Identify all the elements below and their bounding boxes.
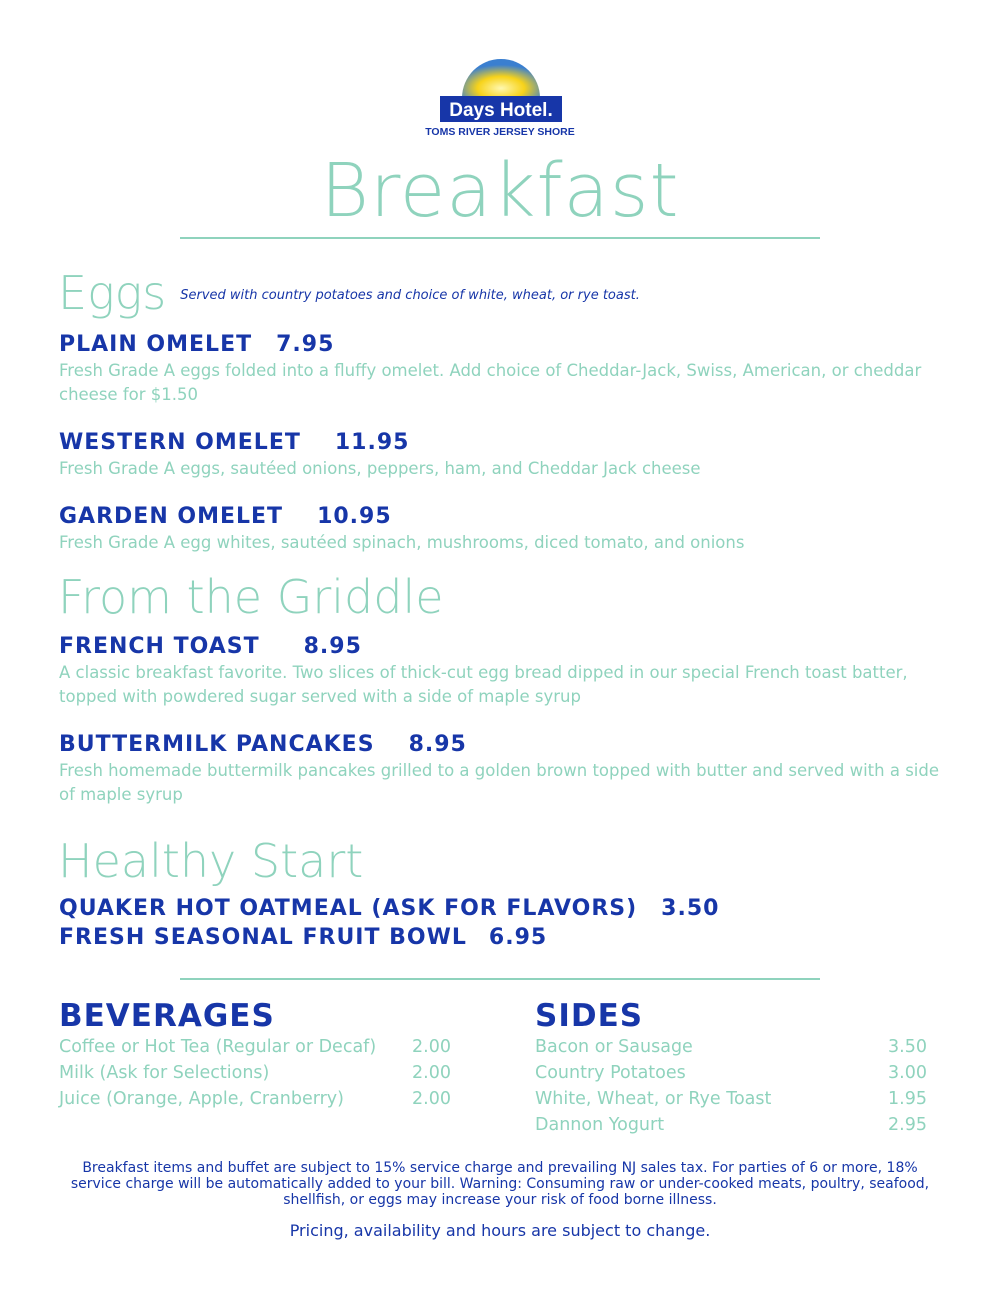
list-item — [535, 1086, 927, 1112]
item-price: 2.95 — [888, 1115, 927, 1135]
item-name: FRESH SEASONAL FRUIT BOWL — [59, 925, 467, 950]
menu-item — [59, 332, 939, 407]
divider — [180, 237, 820, 239]
list-item — [59, 1086, 451, 1112]
item-description: Fresh Grade A egg whites, sautéed spinach, mushrooms, diced tomato, and onions — [59, 533, 745, 552]
item-price: 10.95 — [317, 504, 392, 529]
item-name: BUTTERMILK PANCAKES — [59, 732, 375, 757]
item-name: White, Wheat, or Rye Toast — [535, 1089, 772, 1109]
item-price: 8.95 — [408, 732, 467, 757]
item-name: PLAIN OMELET — [59, 332, 253, 357]
item-price: 8.95 — [303, 634, 362, 659]
item-price: 1.95 — [888, 1089, 927, 1109]
item-name: Bacon or Sausage — [535, 1037, 693, 1057]
section-note: Served with country potatoes and choice of white, wheat, or rye toast. — [180, 288, 640, 303]
menu-item — [59, 925, 939, 950]
item-price: 2.00 — [412, 1089, 451, 1109]
beverages-section — [59, 998, 451, 1112]
page-title: Breakfast — [320, 148, 680, 234]
list-item — [535, 1112, 927, 1138]
section-heading-healthy: Healthy Start — [58, 834, 364, 888]
section-heading-griddle: From the Griddle — [58, 570, 444, 624]
list-item — [59, 1060, 451, 1086]
item-price: 7.95 — [276, 332, 335, 357]
item-name: FRENCH TOAST — [59, 634, 260, 659]
menu-item — [59, 430, 939, 481]
item-price: 3.50 — [661, 896, 720, 921]
menu-item — [59, 504, 939, 555]
section-heading: SIDES — [535, 998, 644, 1034]
item-description: Fresh Grade A eggs, sautéed onions, peppers, ham, and Cheddar Jack cheese — [59, 459, 701, 478]
section-eggs — [58, 266, 640, 320]
item-name: Dannon Yogurt — [535, 1115, 665, 1135]
item-price: 3.00 — [888, 1063, 927, 1083]
menu-item — [59, 896, 939, 921]
item-name: Coffee or Hot Tea (Regular or Decaf) — [59, 1037, 377, 1057]
item-price: 2.00 — [412, 1037, 451, 1057]
item-name: Country Potatoes — [535, 1063, 686, 1083]
list-item — [535, 1060, 927, 1086]
disclaimer: Breakfast items and buffet are subject to 15% service charge and prevailing NJ sales tax. For parties of 6 or more, 18% service charge will be automatically added to your bill. Warning: Consuming raw or under-cooked meats, poultry, seafood, shellfish, or eggs may increase your risk of food borne illness. — [70, 1160, 930, 1208]
section-heading: BEVERAGES — [59, 998, 275, 1034]
item-name: QUAKER HOT OATMEAL (ASK FOR FLAVORS) — [59, 896, 638, 921]
item-price: 2.00 — [412, 1063, 451, 1083]
logo-subtitle: TOMS RIVER JERSEY SHORE — [425, 126, 575, 138]
menu-item — [59, 732, 939, 807]
item-description: Fresh Grade A eggs folded into a fluffy omelet. Add choice of Cheddar-Jack, Swiss, American, or cheddar cheese for $1.50 — [59, 361, 922, 404]
item-description: A classic breakfast favorite. Two slices of thick-cut egg bread dipped in our special French toast batter, topped with powdered sugar served with a side of maple syrup — [59, 663, 908, 706]
menu-item — [59, 634, 939, 709]
pricing-notice: Pricing, availability and hours are subject to change. — [289, 1221, 711, 1240]
list-item — [59, 1034, 451, 1060]
item-name: Milk (Ask for Selections) — [59, 1063, 270, 1083]
sides-section — [535, 998, 927, 1138]
item-price: 3.50 — [888, 1037, 927, 1057]
item-name: Juice (Orange, Apple, Cranberry) — [59, 1089, 344, 1109]
section-heading: Eggs — [58, 266, 167, 320]
divider — [180, 978, 820, 980]
item-description: Fresh homemade buttermilk pancakes grilled to a golden brown topped with butter and served with a side of maple syrup — [59, 761, 939, 804]
item-price: 6.95 — [488, 925, 548, 950]
item-price: 11.95 — [334, 430, 410, 455]
svg-text:Days Hotel.: Days Hotel. — [449, 100, 553, 121]
item-name: GARDEN OMELET — [59, 504, 284, 529]
list-item — [535, 1034, 927, 1060]
item-name: WESTERN OMELET — [59, 430, 301, 455]
